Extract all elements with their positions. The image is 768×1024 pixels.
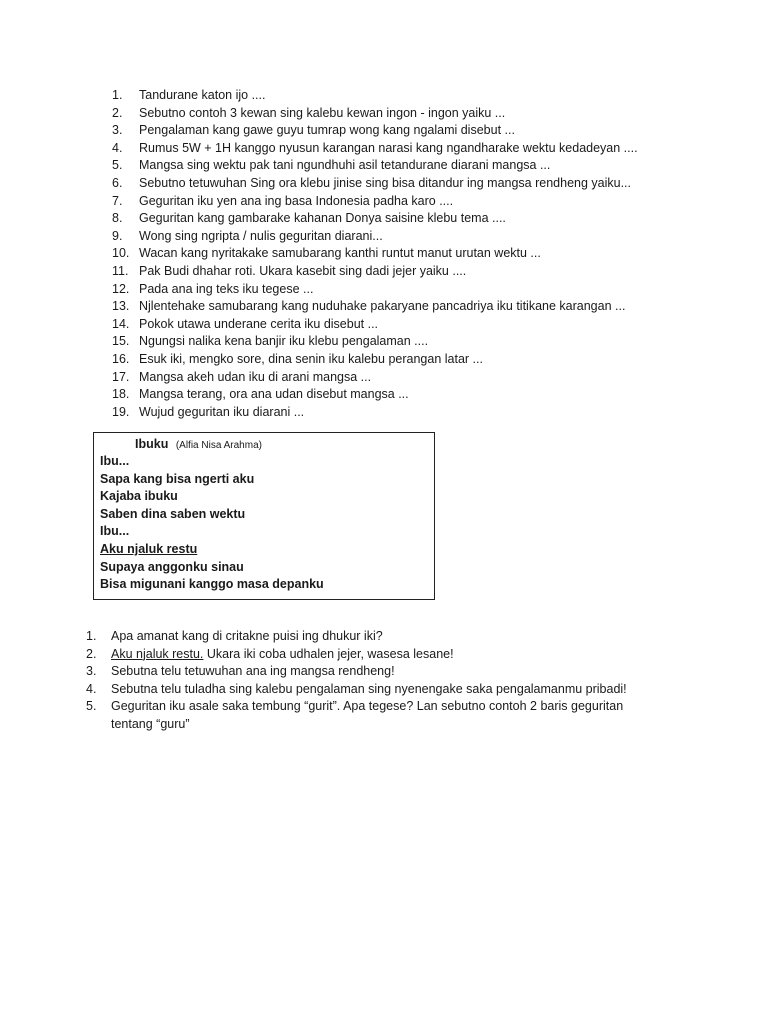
poem-author: (Alfia Nisa Arahma): [175, 440, 262, 451]
question-text: Geguritan iku yen ana ing basa Indonesia padha karo ....: [139, 193, 454, 208]
poem-header: [100, 435, 434, 453]
essay-question-text: Geguritan iku asale saka tembung “gurit”. Apa tegese? Lan sebutno contoh 2 baris geguritan tentang “guru”: [111, 699, 624, 731]
question-text: Wong sing ngripta / nulis geguritan diarani...: [139, 228, 383, 243]
question-item: 5. Mangsa sing wektu pak tani ngundhuhi asil tetandurane diarani mangsa ...: [112, 157, 672, 175]
question-item: 2. Sebutno contoh 3 kewan sing kalebu kewan ingon - ingon yaiku ...: [112, 105, 672, 123]
question-text: Tandurane katon ijo ....: [139, 88, 266, 102]
essay-question-text: Sebutna telu tetuwuhan ana ing mangsa rendheng!: [111, 664, 395, 679]
question-text: Ngungsi nalika kena banjir iku klebu pengalaman ....: [139, 334, 429, 349]
underlined-phrase: Aku njaluk restu.: [111, 646, 204, 661]
question-item: 9. Wong sing ngripta / nulis geguritan diarani...: [112, 228, 672, 246]
question-item: 4. Rumus 5W + 1H kanggo nyusun karangan narasi kang ngandharake wektu kedadeyan ....: [112, 140, 672, 158]
question-text: Mangsa terang, ora ana udan disebut mangsa ...: [139, 387, 409, 402]
question-item: 7. Geguritan iku yen ana ing basa Indonesia padha karo ....: [112, 193, 672, 211]
question-item: 14. Pokok utawa underane cerita iku disebut ...: [112, 316, 672, 334]
poem-line: Kajaba ibuku: [100, 489, 178, 504]
question-item: 1. Tandurane katon ijo ....: [112, 87, 672, 105]
question-item: 8. Geguritan kang gambarake kahanan Donya saisine klebu tema ....: [112, 210, 672, 228]
question-text: Sebutno contoh 3 kewan sing kalebu kewan ingon - ingon yaiku ...: [139, 105, 506, 120]
question-text: Wacan kang nyritakake samubarang kanthi runtut manut urutan wektu ...: [139, 246, 541, 261]
essay-question-item: 5. Geguritan iku asale saka tembung “gurit”. Apa tegese? Lan sebutno contoh 2 baris geguritan tentang “guru”: [86, 698, 666, 733]
essay-question-text: Ukara iki coba udhalen jejer, wasesa lesane!: [203, 646, 454, 661]
question-item: 13. Njlentehake samubarang kang nuduhake pakaryane pancadriya iku titikane karangan ...: [112, 298, 672, 316]
poem-line-underlined: Aku njaluk restu: [100, 541, 198, 556]
question-text: Esuk iki, mengko sore, dina senin iku kalebu perangan latar ...: [139, 351, 483, 366]
question-item: 11. Pak Budi dhahar roti. Ukara kasebit sing dadi jejer yaiku ....: [112, 263, 672, 281]
poem-title: Ibuku: [135, 437, 169, 451]
essay-question-text: Apa amanat kang di critakne puisi ing dhukur iki?: [111, 629, 383, 643]
question-item: 3. Pengalaman kang gawe guyu tumrap wong kang ngalami disebut ...: [112, 122, 672, 140]
question-item: 16. Esuk iki, mengko sore, dina senin iku kalebu perangan latar ...: [112, 351, 672, 369]
poem-box: [93, 432, 435, 600]
question-text: Geguritan kang gambarake kahanan Donya saisine klebu tema ....: [139, 211, 506, 226]
question-text: Pada ana ing teks iku tegese ...: [139, 281, 314, 296]
poem-line: Ibu...: [100, 524, 130, 539]
question-text: Njlentehake samubarang kang nuduhake pakaryane pancadriya iku titikane karangan ...: [139, 299, 626, 314]
question-list: [112, 87, 672, 421]
question-text: Mangsa akeh udan iku di arani mangsa ...: [139, 369, 372, 384]
essay-question-item: 4. Sebutna telu tuladha sing kalebu pengalaman sing nyenengake saka pengalamanmu pribadi!: [86, 681, 666, 699]
question-text: Mangsa sing wektu pak tani ngundhuhi asil tetandurane diarani mangsa ...: [139, 158, 551, 173]
question-text: Sebutno tetuwuhan Sing ora klebu jinise sing bisa ditandur ing mangsa rendheng yaiku...: [139, 175, 631, 190]
question-item: 6. Sebutno tetuwuhan Sing ora klebu jinise sing bisa ditandur ing mangsa rendheng yaiku...: [112, 175, 672, 193]
question-text: Pak Budi dhahar roti. Ukara kasebit sing dadi jejer yaiku ....: [139, 263, 467, 278]
poem-line: Saben dina saben wektu: [100, 506, 246, 521]
poem-line: Bisa migunani kanggo masa depanku: [100, 577, 324, 592]
poem-line: Supaya anggonku sinau: [100, 559, 244, 574]
essay-question-item: 3. Sebutna telu tetuwuhan ana ing mangsa rendheng!: [86, 663, 666, 681]
question-item: 15. Ngungsi nalika kena banjir iku klebu pengalaman ....: [112, 333, 672, 351]
question-item: 18. Mangsa terang, ora ana udan disebut mangsa ...: [112, 386, 672, 404]
question-item: 17. Mangsa akeh udan iku di arani mangsa ...: [112, 369, 672, 387]
question-item: 19. Wujud geguritan iku diarani ...: [112, 404, 672, 422]
question-item: 10. Wacan kang nyritakake samubarang kanthi runtut manut urutan wektu ...: [112, 245, 672, 263]
question-item: 12. Pada ana ing teks iku tegese ...: [112, 281, 672, 299]
essay-question-item: 1. Apa amanat kang di critakne puisi ing dhukur iki?: [86, 628, 666, 646]
essay-question-item: 2. Aku njaluk restu. Ukara iki coba udhalen jejer, wasesa lesane!: [86, 646, 454, 661]
poem-line: Ibu...: [100, 454, 130, 468]
question-text: Pokok utawa underane cerita iku disebut ...: [139, 316, 379, 331]
question-text: Wujud geguritan iku diarani ...: [139, 404, 305, 419]
essay-question-list: [86, 628, 666, 734]
question-text: Rumus 5W + 1H kanggo nyusun karangan narasi kang ngandharake wektu kedadeyan ....: [139, 140, 638, 155]
question-text: Pengalaman kang gawe guyu tumrap wong kang ngalami disebut ...: [139, 123, 515, 138]
essay-question-text: Sebutna telu tuladha sing kalebu pengalaman sing nyenengake saka pengalamanmu pribadi!: [111, 681, 627, 696]
poem-line: Sapa kang bisa ngerti aku: [100, 471, 255, 486]
